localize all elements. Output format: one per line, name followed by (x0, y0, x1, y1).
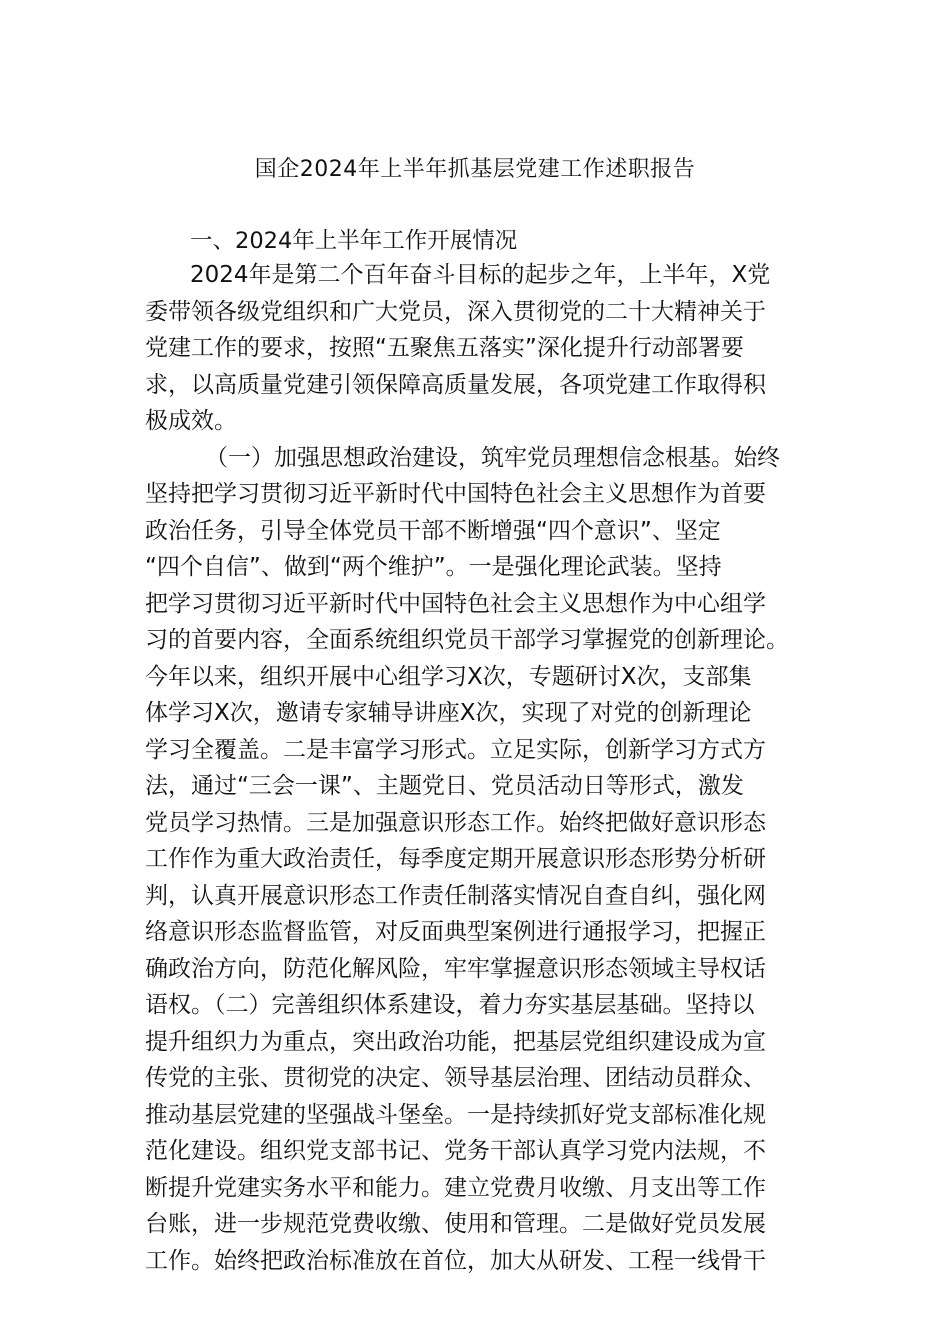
body-text-line: 学习全覆盖。二是丰富学习形式。立足实际，创新学习方式方 (145, 736, 766, 763)
body-text-line: 委带领各级党组织和广大党员，深入贯彻党的二十大精神关于 (145, 298, 766, 325)
body-text-line: 坚持把学习贯彻习近平新时代中国特色社会主义思想作为首要 (145, 481, 766, 507)
section-heading: 一、2024年上半年工作开展情况 (190, 228, 518, 254)
body-text-line: 把学习贯彻习近平新时代中国特色社会主义思想作为中心组学 (145, 590, 766, 617)
body-text-line: 党建工作的要求，按照“五聚焦五落实”深化提升行动部署要 (145, 335, 744, 361)
body-text-line: 判，认真开展意识形态工作责任制落实情况自查自纠，强化网 (145, 882, 766, 909)
body-text-line: 今年以来，组织开展中心组学习X次，专题研讨X次，支部集 (145, 663, 752, 690)
body-text-line: 范化建设。组织党支部书记、党务干部认真学习党内法规，不 (145, 1138, 766, 1164)
body-text-line: 极成效。 (145, 408, 237, 434)
body-text-line: 工作作为重大政治责任，每季度定期开展意识形态形势分析研 (145, 846, 766, 872)
body-text-line: 工作。始终把政治标准放在首位，加大从研发、工程一线骨干 (145, 1247, 766, 1274)
document-title: 国企2024年上半年抓基层党建工作述职报告 (254, 157, 696, 182)
body-text-line: 法，通过“三会一课”、主题党日、党员活动日等形式，激发 (145, 773, 744, 799)
body-text-line: 习的首要内容，全面系统组织党员干部学习掌握党的创新理论。 (145, 627, 789, 653)
body-text-line: 体学习X次，邀请专家辅导讲座X次，实现了对党的创新理论 (145, 700, 752, 726)
body-text-line: 语权。（二）完善组织体系建设，着力夯实基层基础。坚持以 (145, 992, 755, 1018)
body-text-line: “四个自信”、做到“两个维护”。一是强化理论武装。坚持 (145, 554, 722, 580)
body-text-line: 求，以高质量党建引领保障高质量发展，各项党建工作取得积 (145, 371, 766, 398)
body-text-line: 2024年是第二个百年奋斗目标的起步之年，上半年，X党 (190, 262, 771, 288)
body-text-line: （一）加强思想政治建设，筑牢党员理想信念根基。始终 (205, 444, 780, 471)
body-text-line: 推动基层党建的坚强战斗堡垒。一是持续抓好党支部标准化规 (145, 1101, 766, 1128)
body-text-line: 传党的主张、贯彻党的决定、领导基层治理、团结动员群众、 (145, 1065, 766, 1091)
body-text-line: 络意识形态监督监管，对反面典型案例进行通报学习，把握正 (145, 919, 766, 945)
body-text-line: 党员学习热情。三是加强意识形态工作。始终把做好意识形态 (145, 809, 766, 836)
body-text-line: 提升组织力为重点，突出政治功能，把基层党组织建设成为宣 (145, 1028, 766, 1055)
body-text-line: 台账，进一步规范党费收缴、使用和管理。二是做好党员发展 (145, 1211, 766, 1237)
body-text-line: 断提升党建实务水平和能力。建立党费月收缴、月支出等工作 (145, 1174, 766, 1201)
body-text-line: 政治任务，引导全体党员干部不断增强“四个意识”、坚定 (145, 517, 721, 544)
body-text-line: 确政治方向，防范化解风险，牢牢掌握意识形态领域主导权话 (145, 955, 766, 982)
